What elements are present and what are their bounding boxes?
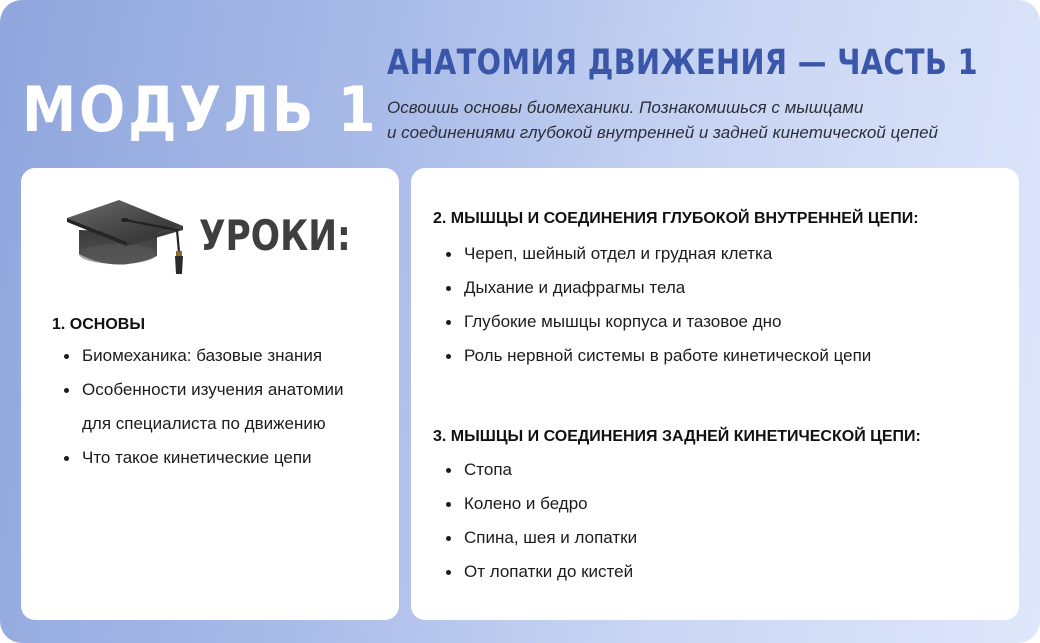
section-list — [440, 453, 637, 589]
list-item — [440, 237, 871, 271]
list-item-text: Что такое кинетические цепи — [82, 448, 312, 467]
lessons-card-right — [411, 168, 1019, 620]
course-title: АНАТОМИЯ ДВИЖЕНИЯ — ЧАСТЬ 1 — [387, 43, 979, 83]
list-item — [58, 441, 343, 475]
list-item-text: Спина, шея и лопатки — [464, 528, 638, 547]
section-heading: 1. ОСНОВЫ — [52, 316, 146, 333]
list-item — [440, 487, 637, 521]
list-item — [440, 271, 871, 305]
list-item-text: Биомеханика: базовые знания — [82, 346, 323, 365]
section-heading: 3. МЫШЦЫ И СОЕДИНЕНИЯ ЗАДНЕЙ КИНЕТИЧЕСКОЙ ЦЕПИ: — [433, 428, 921, 445]
course-subtitle — [387, 95, 1027, 145]
lessons-card-left — [21, 168, 399, 620]
list-item-text: Дыхание и диафрагмы тела — [464, 278, 686, 297]
lessons-title: УРОКИ: — [199, 211, 351, 260]
list-item-text: Глубокие мышцы корпуса и тазовое дно — [464, 312, 782, 331]
list-item-text: Особенности изучения анатомии — [82, 380, 344, 399]
section-heading: 2. МЫШЦЫ И СОЕДИНЕНИЯ ГЛУБОКОЙ ВНУТРЕННЕЙ ЦЕПИ: — [433, 210, 919, 227]
course-subtitle-line: Освоишь основы биомеханики. Познакомишься с мышцами — [387, 98, 864, 117]
list-item — [440, 305, 871, 339]
section-list — [58, 339, 343, 475]
list-item-text: От лопатки до кистей — [464, 562, 634, 581]
list-item — [58, 373, 343, 441]
list-item-text: для специалиста по движению — [82, 414, 326, 433]
course-subtitle-line: и соединениями глубокой внутренней и задней кинетической цепей — [387, 123, 938, 142]
list-item-text: Колено и бедро — [464, 494, 588, 513]
list-item — [440, 453, 637, 487]
list-item — [440, 339, 871, 373]
graduation-cap-icon — [65, 196, 191, 278]
list-item — [440, 521, 637, 555]
list-item-text: Череп, шейный отдел и грудная клетка — [464, 244, 773, 263]
list-item-text: Роль нервной системы в работе кинетической цепи — [464, 346, 872, 365]
module-title: МОДУЛЬ 1 — [22, 73, 379, 146]
section-list — [440, 237, 871, 373]
list-item — [440, 555, 637, 589]
list-item-text: Стопа — [464, 460, 512, 479]
list-item — [58, 339, 343, 373]
